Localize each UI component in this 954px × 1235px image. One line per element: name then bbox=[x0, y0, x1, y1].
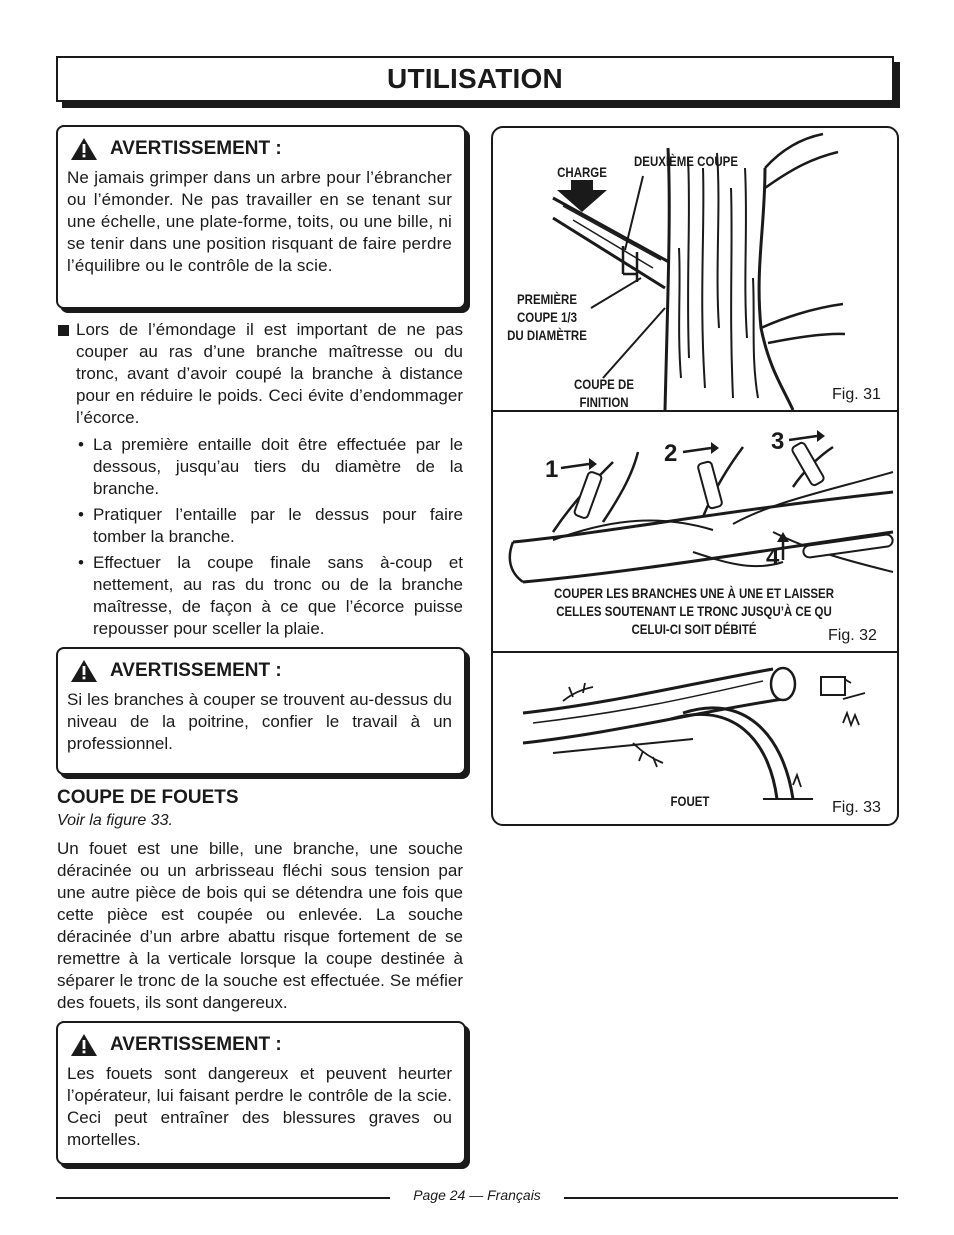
page-title-box bbox=[56, 56, 894, 102]
fig31-label-charge: CHARGE bbox=[557, 164, 607, 180]
fig33-number: Fig. 33 bbox=[832, 799, 881, 816]
fig32-step-1: 1 bbox=[545, 456, 559, 483]
warning-text: Les fouets sont dangereux et peuvent heurter l’opérateur, lui faisant perdre le contrôle de la scie. Ceci peut entraîner des blessures graves ou mortelles. bbox=[67, 1064, 452, 1149]
figure-reference: Voir la figure 33. bbox=[57, 812, 173, 829]
bullet-dot: • bbox=[78, 553, 84, 572]
pruning-bullet-1: La première entaille doit être effectuée par le dessous, jusqu’au tiers du diamètre de la branche. bbox=[93, 435, 463, 498]
bullet-dot: • bbox=[78, 505, 84, 524]
section-heading: COUPE DE FOUETS bbox=[57, 787, 239, 808]
footer-rule-left bbox=[56, 1197, 390, 1199]
page-title: UTILISATION bbox=[387, 63, 563, 94]
warning-triangle-icon bbox=[70, 1033, 98, 1057]
spring-pole-paragraph: Un fouet est une bille, une branche, une souche déracinée ou un arbrisseau fléchi sous tension par une autre pièce de bois qui se détendra une fois que cette pièce est coupée ou enlevée. La souche déracinée d’un arbre abattu risque fortement de se remettre à la verticale lorsque la coupe destinée à séparer le tronc de la souche est effectuée. Se méfier des fouets, ils sont dangereux. bbox=[57, 839, 463, 1012]
fig32-caption: COUPER LES BRANCHES UNE À UNE ET LAISSER CELLES SOUTENANT LE TRONC JUSQU’À CE QU CELUI-CI SOIT DÉBITÉ bbox=[553, 585, 835, 637]
warning-box-spring-poles bbox=[56, 1021, 466, 1165]
pruning-bullet-3: Effectuer la coupe finale sans à-coup et nettement, au ras du tronc ou de la branche maîtresse, de façon à ce que l’écorce puisse repousser pour sceller la plaie. bbox=[93, 553, 463, 638]
warning-label: AVERTISSEMENT : bbox=[110, 138, 282, 159]
page-footer: Page 24 — Français bbox=[413, 1187, 541, 1203]
pruning-bullet-2: Pratiquer l’entaille par le dessus pour faire tomber la branche. bbox=[93, 505, 463, 546]
fig32-step-4: 4 bbox=[766, 544, 780, 571]
fig32-step-2: 2 bbox=[664, 440, 678, 467]
warning-text: Ne jamais grimper dans un arbre pour l’ébrancher ou l’émonder. Ne pas travailler en se tenant sur une échelle, une plate-forme, toits, ou une bille, ni se tenir dans une position risquant de faire perdre l’équilibre ou le contrôle de la scie. bbox=[67, 168, 452, 275]
pruning-paragraph: Lors de l’émondage il est important de ne pas couper au ras d’une branche maîtresse ou du tronc, avant d’avoir coupé la branche à distance pour en réduire le poids. Ceci évite d’endommager l’écorce. bbox=[76, 320, 463, 427]
warning-label: AVERTISSEMENT : bbox=[110, 660, 282, 681]
bullet-dot: • bbox=[78, 435, 84, 454]
fig32-number: Fig. 32 bbox=[828, 627, 877, 644]
warning-box-overhead bbox=[56, 647, 466, 775]
fig31-number: Fig. 31 bbox=[832, 386, 881, 403]
warning-box-climbing bbox=[56, 125, 466, 309]
fig32-step-3: 3 bbox=[771, 428, 785, 455]
fig31-label-second-cut: DEUXIÈME COUPE bbox=[634, 153, 738, 169]
fig31-label-first-cut: PREMIÈRE COUPE 1/3 DU DIAMÈTRE bbox=[507, 291, 587, 343]
square-bullet-icon bbox=[58, 325, 69, 336]
warning-text: Si les branches à couper se trouvent au-dessus du niveau de la poitrine, confier le travail à un professionnel. bbox=[67, 690, 452, 753]
footer-rule-right bbox=[564, 1197, 898, 1199]
warning-label: AVERTISSEMENT : bbox=[110, 1034, 282, 1055]
fig31-label-finish: COUPE DE FINITION bbox=[574, 376, 634, 410]
warning-triangle-icon bbox=[70, 137, 98, 161]
warning-triangle-icon bbox=[70, 659, 98, 683]
fig33-label-spring-pole: FOUET bbox=[670, 793, 710, 809]
